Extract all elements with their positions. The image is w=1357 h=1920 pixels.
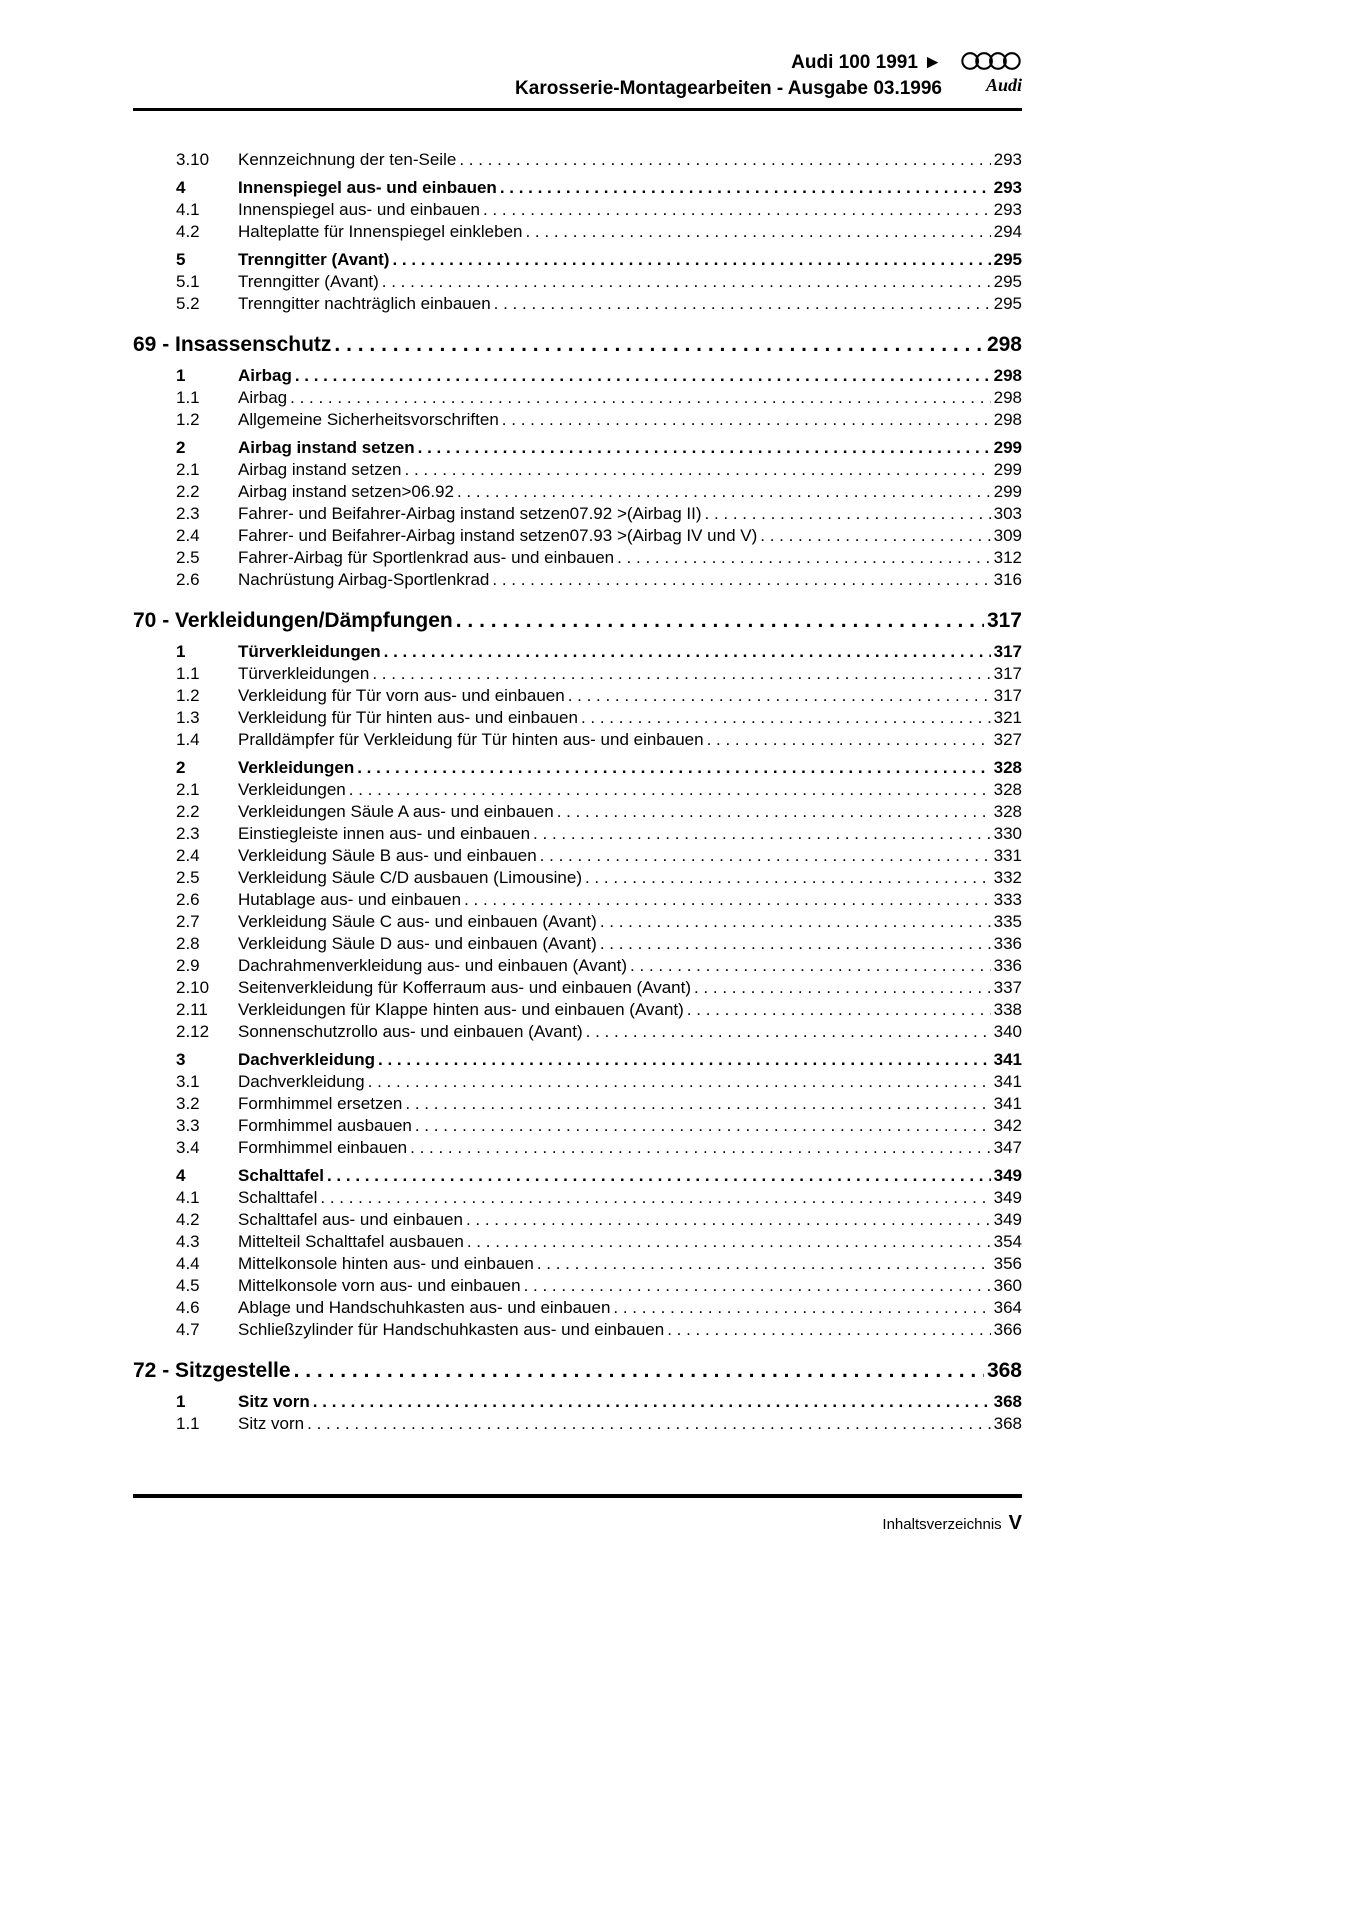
toc-dot-leader <box>405 1093 990 1115</box>
toc-entry <box>133 293 1022 315</box>
toc-entry <box>133 365 1022 387</box>
toc-entry-number: 4.2 <box>176 1210 200 1229</box>
toc-dot-leader <box>384 641 991 663</box>
toc-entry-number: 2.1 <box>176 460 200 479</box>
toc-entry-number: 2 <box>176 758 186 777</box>
toc-entry-page: 328 <box>993 758 1022 777</box>
toc-entry-number: 2.6 <box>176 570 200 589</box>
toc-entry-title: Fahrer- und Beifahrer-Airbag instand setzen07.92 >(Airbag II) <box>238 504 702 523</box>
toc-entry-page: 331 <box>993 846 1022 865</box>
toc-entry-title: Mittelkonsole hinten aus- und einbauen <box>238 1254 534 1273</box>
toc-entry-page: 295 <box>993 294 1022 313</box>
toc-entry-title: Nachrüstung Airbag-Sportlenkrad <box>238 570 490 589</box>
toc-dot-leader <box>378 1049 991 1071</box>
toc-entry <box>133 845 1022 867</box>
toc-dot-leader <box>320 1187 990 1209</box>
toc-entry-title: Verkleidung für Tür vorn aus- und einbauen <box>238 686 565 705</box>
toc-entry-title: 69 - Insassenschutz <box>133 333 332 356</box>
toc-dot-leader <box>357 757 990 779</box>
toc-entry <box>133 149 1022 171</box>
toc-entry-title: Innenspiegel aus- und einbauen <box>238 178 497 197</box>
toc-entry-title: Pralldämpfer für Verkleidung für Tür hinten aus- und einbauen <box>238 730 704 749</box>
toc-dot-leader <box>405 459 991 481</box>
toc-entry-title: Sitz vorn <box>238 1414 305 1433</box>
toc-entry-page: 299 <box>993 482 1022 501</box>
toc-entry <box>133 221 1022 243</box>
toc-entry-number: 1 <box>176 642 186 661</box>
toc-entry <box>133 1165 1022 1187</box>
toc-entry-title: Innenspiegel aus- und einbauen <box>238 200 480 219</box>
toc-entry <box>133 1071 1022 1093</box>
toc-dot-leader <box>349 779 991 801</box>
toc-entry-number: 4 <box>176 1166 186 1185</box>
toc-entry-number: 3.2 <box>176 1094 200 1113</box>
toc-entry-page: 295 <box>993 272 1022 291</box>
toc-entry-title: Verkleidungen <box>238 780 346 799</box>
toc-entry-title: Fahrer-Airbag für Sportlenkrad aus- und einbauen <box>238 548 615 567</box>
toc-dot-leader <box>585 867 991 889</box>
toc-entry-page: 317 <box>993 686 1022 705</box>
toc-entry-page: 360 <box>993 1276 1022 1295</box>
header-divider <box>133 108 1022 111</box>
toc-entry-number: 2.2 <box>176 802 200 821</box>
toc-entry-page: 327 <box>993 730 1022 749</box>
toc-entry-title: Türverkleidungen <box>238 664 370 683</box>
toc-entry-number: 3.4 <box>176 1138 200 1157</box>
toc-entry <box>133 271 1022 293</box>
toc-dot-leader <box>410 1137 990 1159</box>
toc-entry-title: Formhimmel ausbauen <box>238 1116 412 1135</box>
toc-dot-leader <box>415 1115 991 1137</box>
toc-entry-title: Verkleidungen Säule A aus- und einbauen <box>238 802 554 821</box>
toc-entry-page: 349 <box>993 1210 1022 1229</box>
toc-entry-number: 4.1 <box>176 1188 200 1207</box>
toc-entry-number: 4.1 <box>176 200 200 219</box>
toc-entry-number: 2.8 <box>176 934 200 953</box>
toc-dot-leader <box>392 249 990 271</box>
toc-entry <box>133 607 1022 635</box>
toc-entry-title: Trenngitter (Avant) <box>238 250 390 269</box>
toc-dot-leader <box>464 889 991 911</box>
toc-dot-leader <box>600 911 991 933</box>
toc-entry-page: 356 <box>993 1254 1022 1273</box>
toc-entry-number: 2.5 <box>176 868 200 887</box>
toc-dot-leader <box>494 293 991 315</box>
toc-entry-title: Formhimmel einbauen <box>238 1138 408 1157</box>
toc-entry <box>133 977 1022 999</box>
toc-entry-page: 332 <box>993 868 1022 887</box>
toc-entry-page: 328 <box>993 780 1022 799</box>
toc-dot-leader <box>617 547 991 569</box>
toc-entry <box>133 177 1022 199</box>
toc-dot-leader <box>687 999 991 1021</box>
page-header <box>133 50 1022 102</box>
toc-entry <box>133 889 1022 911</box>
toc-entry-title: Verkleidung Säule B aus- und einbauen <box>238 846 537 865</box>
toc-entry <box>133 1209 1022 1231</box>
toc-entry <box>133 569 1022 591</box>
header-model-line: Audi 100 1991 ► <box>791 52 942 73</box>
toc-entry-page: 295 <box>993 250 1022 269</box>
toc-entry-title: Verkleidung für Tür hinten aus- und einbauen <box>238 708 578 727</box>
toc-dot-leader <box>290 387 990 409</box>
toc-entry-page: 293 <box>993 200 1022 219</box>
toc-dot-leader <box>467 1231 991 1253</box>
toc-entry-page: 335 <box>993 912 1022 931</box>
toc-entry-page: 342 <box>993 1116 1022 1135</box>
toc-dot-leader <box>418 437 991 459</box>
toc-entry <box>133 641 1022 663</box>
toc-entry-number: 1.1 <box>176 388 200 407</box>
toc-entry <box>133 955 1022 977</box>
toc-entry-number: 3.3 <box>176 1116 200 1135</box>
toc-entry-page: 333 <box>993 890 1022 909</box>
toc-entry-number: 4 <box>176 178 186 197</box>
toc-entry-number: 1 <box>176 366 186 385</box>
toc-entry-page: 336 <box>993 956 1022 975</box>
toc-entry-page: 317 <box>993 664 1022 683</box>
toc-dot-leader <box>630 955 991 977</box>
toc-entry-page: 368 <box>993 1392 1022 1411</box>
toc-entry-title: Formhimmel ersetzen <box>238 1094 403 1113</box>
toc-entry-number: 2.5 <box>176 548 200 567</box>
toc-entry-page: 341 <box>993 1050 1022 1069</box>
toc-entry-page: 341 <box>993 1072 1022 1091</box>
toc-entry-page: 336 <box>993 934 1022 953</box>
toc-dot-leader <box>327 1165 991 1187</box>
toc-entry <box>133 199 1022 221</box>
toc-entry-page: 338 <box>993 1000 1022 1019</box>
toc-entry-page: 340 <box>993 1022 1022 1041</box>
toc-entry-number: 5.1 <box>176 272 200 291</box>
toc-entry <box>133 547 1022 569</box>
toc-entry-title: 70 - Verkleidungen/Dämpfungen <box>133 609 453 632</box>
toc-entry <box>133 1187 1022 1209</box>
toc-entry <box>133 801 1022 823</box>
toc-dot-leader <box>334 331 984 359</box>
toc-dot-leader <box>586 1021 991 1043</box>
toc-entry-title: Trenngitter (Avant) <box>238 272 379 291</box>
toc-entry-title: Verkleidungen <box>238 758 355 777</box>
toc-dot-leader <box>492 569 990 591</box>
toc-entry-title: Airbag instand setzen <box>238 460 402 479</box>
toc-entry <box>133 1115 1022 1137</box>
toc-entry <box>133 387 1022 409</box>
toc-entry-number: 2.7 <box>176 912 200 931</box>
toc-entry-number: 2.4 <box>176 526 200 545</box>
toc-entry-page: 368 <box>993 1414 1022 1433</box>
toc-entry-number: 4.7 <box>176 1320 200 1339</box>
toc-entry <box>133 1093 1022 1115</box>
toc-entry-number: 1 <box>176 1392 186 1411</box>
toc-entry <box>133 437 1022 459</box>
toc-entry-number: 1.1 <box>176 1414 200 1433</box>
toc-entry-title: Hutablage aus- und einbauen <box>238 890 462 909</box>
toc-entry-number: 2.10 <box>176 978 210 997</box>
toc-entry-number: 2.3 <box>176 824 200 843</box>
toc-entry-title: Mittelkonsole vorn aus- und einbauen <box>238 1276 521 1295</box>
toc-entry-page: 303 <box>993 504 1022 523</box>
toc-entry-title: Kennzeichnung der ten-Seile <box>238 150 457 169</box>
toc-entry-number: 1.2 <box>176 410 200 429</box>
toc-entry <box>133 1413 1022 1435</box>
toc-dot-leader <box>382 271 991 293</box>
toc-entry-number: 1.4 <box>176 730 200 749</box>
toc-entry <box>133 1275 1022 1297</box>
toc-entry <box>133 757 1022 779</box>
toc-entry <box>133 823 1022 845</box>
toc-entry-title: Sitz vorn <box>238 1392 310 1411</box>
toc-entry <box>133 1319 1022 1341</box>
toc-entry-number: 3.1 <box>176 1072 200 1091</box>
toc-entry-page: 337 <box>993 978 1022 997</box>
toc-entry <box>133 1297 1022 1319</box>
toc-entry-number: 2.11 <box>176 1000 208 1019</box>
toc-dot-leader <box>705 503 991 525</box>
toc-entry <box>133 409 1022 431</box>
toc-entry-number: 1.3 <box>176 708 200 727</box>
toc-entry-title: Schalttafel aus- und einbauen <box>238 1210 463 1229</box>
toc-entry-page: 368 <box>986 1359 1022 1382</box>
toc-entry <box>133 1357 1022 1385</box>
toc-entry-page: 366 <box>993 1320 1022 1339</box>
toc-entry-number: 2.12 <box>176 1022 210 1041</box>
toc-dot-leader <box>483 199 991 221</box>
toc-entry <box>133 1253 1022 1275</box>
toc-entry-page: 330 <box>993 824 1022 843</box>
toc-entry <box>133 663 1022 685</box>
toc-entry <box>133 1137 1022 1159</box>
toc-entry <box>133 1391 1022 1413</box>
toc-entry-page: 312 <box>993 548 1022 567</box>
toc-entry-page: 298 <box>993 388 1022 407</box>
toc-entry-page: 298 <box>986 333 1022 356</box>
header-title-block <box>515 50 942 102</box>
toc-dot-leader <box>502 409 991 431</box>
toc-entry-title: Airbag <box>238 388 288 407</box>
toc-entry-title: Halteplatte für Innenspiegel einkleben <box>238 222 523 241</box>
toc-dot-leader <box>540 845 991 867</box>
toc-entry <box>133 503 1022 525</box>
toc-entry-title: Ablage und Handschuhkasten aus- und einbauen <box>238 1298 611 1317</box>
toc-entry-title: Dachverkleidung <box>238 1072 365 1091</box>
toc-entry-page: 364 <box>993 1298 1022 1317</box>
footer-label: Inhaltsverzeichnis <box>882 1516 1002 1533</box>
toc-entry-number: 5 <box>176 250 186 269</box>
toc-entry-title: Sonnenschutzrollo aus- und einbauen (Avant) <box>238 1022 583 1041</box>
footer-text <box>133 1512 1022 1536</box>
toc-entry <box>133 685 1022 707</box>
toc-entry <box>133 911 1022 933</box>
toc-entry <box>133 729 1022 751</box>
toc-dot-leader <box>537 1253 991 1275</box>
toc-dot-leader <box>313 1391 991 1413</box>
toc-entry-title: Dachverkleidung <box>238 1050 375 1069</box>
toc-entry-title: Verkleidung Säule C aus- und einbauen (Avant) <box>238 912 597 931</box>
toc-entry-number: 4.6 <box>176 1298 200 1317</box>
toc-dot-leader <box>456 607 984 635</box>
toc-entry-title: Verkleidung Säule D aus- und einbauen (Avant) <box>238 934 597 953</box>
brand-block <box>958 50 1022 98</box>
toc-entry-title: Verkleidungen für Klappe hinten aus- und einbauen (Avant) <box>238 1000 684 1019</box>
toc-entry-number: 3.10 <box>176 150 210 169</box>
toc-entry-title: Türverkleidungen <box>238 642 381 661</box>
toc-entry-number: 2.6 <box>176 890 200 909</box>
toc-entry-page: 317 <box>993 642 1022 661</box>
toc-dot-leader <box>524 1275 991 1297</box>
toc-dot-leader <box>707 729 991 751</box>
toc-entry <box>133 867 1022 889</box>
toc-dot-leader <box>581 707 991 729</box>
toc-entry <box>133 707 1022 729</box>
toc-entry-number: 1.2 <box>176 686 200 705</box>
footer-divider <box>133 1494 1022 1498</box>
toc-entry-title: Fahrer- und Beifahrer-Airbag instand setzen07.93 >(Airbag IV und V) <box>238 526 758 545</box>
toc-entry-title: Dachrahmenverkleidung aus- und einbauen (Avant) <box>238 956 628 975</box>
toc <box>133 149 1022 1435</box>
toc-entry-title: Airbag instand setzen>06.92 <box>238 482 454 501</box>
toc-dot-leader <box>557 801 991 823</box>
toc-entry-page: 354 <box>993 1232 1022 1251</box>
toc-entry-page: 328 <box>993 802 1022 821</box>
toc-dot-leader <box>295 365 991 387</box>
toc-entry-title: Schalttafel <box>238 1188 318 1207</box>
header-manual-title: Karosserie-Montagearbeiten - Ausgabe 03.1996 <box>515 78 942 99</box>
toc-entry-number: 2 <box>176 438 186 457</box>
toc-entry-page: 298 <box>993 410 1022 429</box>
toc-entry-title: Allgemeine Sicherheitsvorschriften <box>238 410 499 429</box>
toc-entry-number: 1.1 <box>176 664 200 683</box>
toc-entry <box>133 1231 1022 1253</box>
toc-entry-title: Airbag instand setzen <box>238 438 415 457</box>
toc-entry-title: Trenngitter nachträglich einbauen <box>238 294 491 313</box>
toc-entry-number: 4.4 <box>176 1254 200 1273</box>
toc-entry-page: 298 <box>993 366 1022 385</box>
toc-dot-leader <box>600 933 991 955</box>
toc-entry-number: 2.3 <box>176 504 200 523</box>
page-footer <box>133 1494 1022 1536</box>
toc-entry-title: Schließzylinder für Handschuhkasten aus- und einbauen <box>238 1320 665 1339</box>
toc-entry-title: Schalttafel <box>238 1166 324 1185</box>
toc-entry-page: 316 <box>993 570 1022 589</box>
toc-dot-leader <box>500 177 991 199</box>
toc-entry-title: Airbag <box>238 366 292 385</box>
toc-entry-page: 349 <box>993 1166 1022 1185</box>
toc-entry-number: 2.1 <box>176 780 200 799</box>
toc-entry <box>133 933 1022 955</box>
toc-entry-page: 293 <box>993 178 1022 197</box>
toc-entry-title: Verkleidung Säule C/D ausbauen (Limousine) <box>238 868 582 887</box>
toc-entry-page: 321 <box>993 708 1022 727</box>
toc-entry-number: 3 <box>176 1050 186 1069</box>
toc-entry-page: 341 <box>993 1094 1022 1113</box>
toc-entry-number: 4.5 <box>176 1276 200 1295</box>
toc-dot-leader <box>307 1413 990 1435</box>
toc-dot-leader <box>694 977 991 999</box>
toc-entry-number: 5.2 <box>176 294 200 313</box>
toc-entry-page: 347 <box>993 1138 1022 1157</box>
toc-entry-number: 4.3 <box>176 1232 200 1251</box>
toc-entry <box>133 779 1022 801</box>
toc-entry-title: Einstiegleiste innen aus- und einbauen <box>238 824 531 843</box>
toc-entry-title: 72 - Sitzgestelle <box>133 1359 291 1382</box>
audi-rings-icon <box>960 50 1022 72</box>
toc-entry <box>133 999 1022 1021</box>
brand-wordmark: Audi <box>985 75 1022 95</box>
toc-dot-leader <box>459 149 990 171</box>
toc-entry-page: 317 <box>986 609 1022 632</box>
toc-entry-number: 2.4 <box>176 846 200 865</box>
toc-dot-leader <box>457 481 991 503</box>
toc-entry <box>133 481 1022 503</box>
toc-dot-leader <box>568 685 991 707</box>
toc-dot-leader <box>372 663 990 685</box>
toc-entry-title: Seitenverkleidung für Kofferraum aus- und einbauen (Avant) <box>238 978 691 997</box>
toc-entry <box>133 1049 1022 1071</box>
toc-dot-leader <box>613 1297 990 1319</box>
footer-page-number: V <box>1008 1512 1022 1534</box>
toc-entry-page: 293 <box>993 150 1022 169</box>
toc-entry-page: 299 <box>993 460 1022 479</box>
toc-entry-number: 2.2 <box>176 482 200 501</box>
toc-entry-page: 309 <box>993 526 1022 545</box>
toc-entry-page: 349 <box>993 1188 1022 1207</box>
toc-entry <box>133 1021 1022 1043</box>
toc-dot-leader <box>466 1209 991 1231</box>
toc-dot-leader <box>368 1071 991 1093</box>
toc-dot-leader <box>667 1319 990 1341</box>
toc-entry <box>133 459 1022 481</box>
toc-dot-leader <box>533 823 991 845</box>
toc-entry-number: 2.9 <box>176 956 200 975</box>
toc-entry-number: 4.2 <box>176 222 200 241</box>
toc-entry-page: 299 <box>993 438 1022 457</box>
toc-dot-leader <box>760 525 990 547</box>
toc-entry <box>133 249 1022 271</box>
toc-entry-title: Mittelteil Schalttafel ausbauen <box>238 1232 464 1251</box>
toc-dot-leader <box>294 1357 984 1385</box>
toc-entry <box>133 331 1022 359</box>
toc-entry-page: 294 <box>993 222 1022 241</box>
toc-entry <box>133 525 1022 547</box>
toc-dot-leader <box>525 221 990 243</box>
